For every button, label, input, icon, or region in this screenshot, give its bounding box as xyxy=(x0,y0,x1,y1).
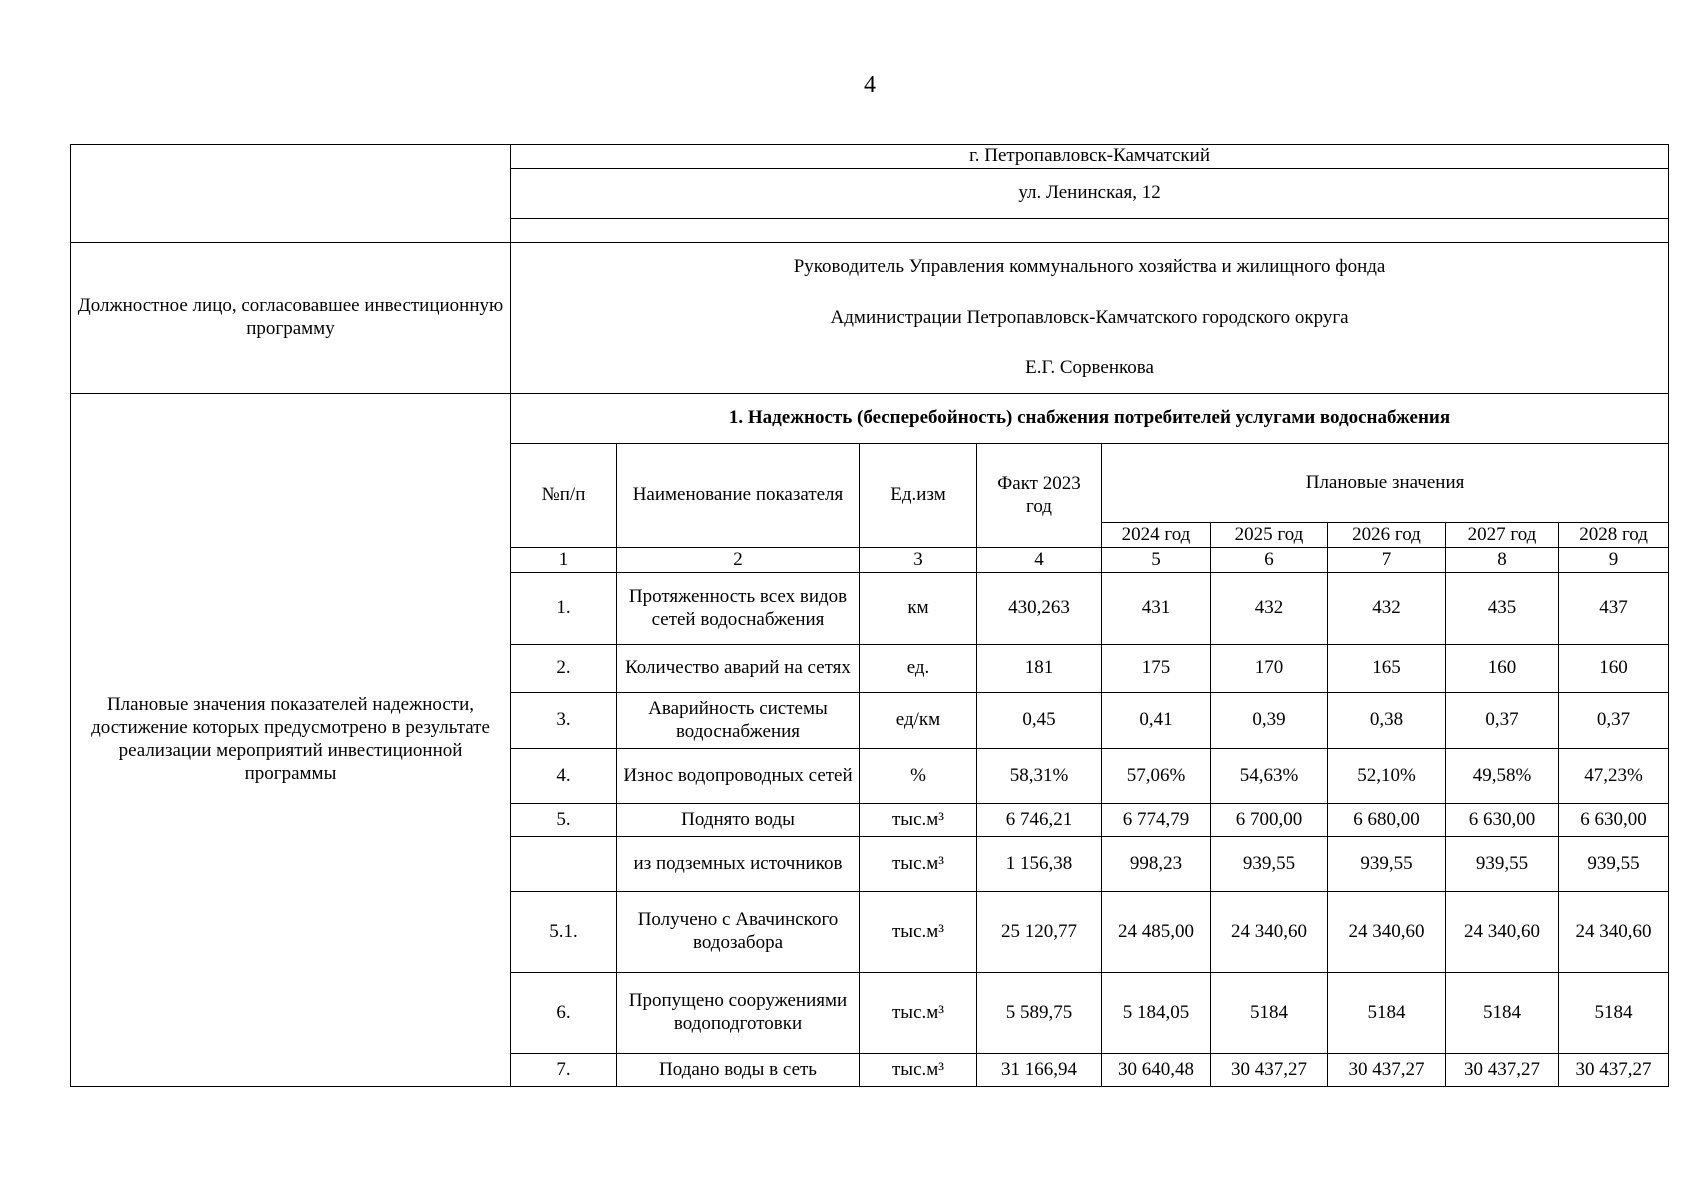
row-value: 30 437,27 xyxy=(1559,1054,1669,1087)
row-value: 432 xyxy=(1211,573,1328,645)
header-year: 2026 год xyxy=(1328,523,1446,548)
official-position-line1: Руководитель Управления коммунального хозяйства и жилищного фонда xyxy=(793,255,1386,277)
column-number: 1 xyxy=(511,548,617,573)
row-name: Аварийность системы водоснабжения xyxy=(617,693,860,749)
header-planned: Плановые значения xyxy=(1102,444,1669,523)
row-value: 0,38 xyxy=(1328,693,1446,749)
row-fact: 25 120,77 xyxy=(977,892,1102,973)
city-cell: г. Петропавловск-Камчатский xyxy=(511,145,1669,169)
row-fact: 6 746,21 xyxy=(977,804,1102,837)
row-fact: 430,263 xyxy=(977,573,1102,645)
row-fact: 5 589,75 xyxy=(977,973,1102,1054)
row-num xyxy=(511,837,617,892)
header-year: 2024 год xyxy=(1102,523,1211,548)
row-value: 30 640,48 xyxy=(1102,1054,1211,1087)
row-value: 0,41 xyxy=(1102,693,1211,749)
row-value: 160 xyxy=(1446,645,1559,693)
location-extra-cell xyxy=(511,219,1669,243)
row-value: 24 340,60 xyxy=(1559,892,1669,973)
page-number: 4 xyxy=(864,72,876,98)
row-unit: км xyxy=(860,573,977,645)
header-year: 2027 год xyxy=(1446,523,1559,548)
row-fact: 181 xyxy=(977,645,1102,693)
row-value: 24 340,60 xyxy=(1328,892,1446,973)
row-value: 998,23 xyxy=(1102,837,1211,892)
row-unit: тыс.м³ xyxy=(860,892,977,973)
location-label-cell xyxy=(71,145,511,243)
row-value: 24 340,60 xyxy=(1446,892,1559,973)
row-value: 165 xyxy=(1328,645,1446,693)
row-unit: тыс.м³ xyxy=(860,1054,977,1087)
row-unit: % xyxy=(860,749,977,804)
row-fact: 1 156,38 xyxy=(977,837,1102,892)
row-num: 5.1. xyxy=(511,892,617,973)
row-unit: ед. xyxy=(860,645,977,693)
column-number: 7 xyxy=(1328,548,1446,573)
header-unit: Ед.изм xyxy=(860,444,977,548)
row-value: 52,10% xyxy=(1328,749,1446,804)
official-label: Должностное лицо, согласовавшее инвестиционную программу xyxy=(71,243,511,394)
column-number: 9 xyxy=(1559,548,1669,573)
row-name: Износ водопроводных сетей xyxy=(617,749,860,804)
row-name: Количество аварий на сетях xyxy=(617,645,860,693)
row-num: 6. xyxy=(511,973,617,1054)
row-value: 5184 xyxy=(1211,973,1328,1054)
row-value: 49,58% xyxy=(1446,749,1559,804)
header-fact: Факт 2023 год xyxy=(977,444,1102,548)
row-num: 5. xyxy=(511,804,617,837)
row-value: 47,23% xyxy=(1559,749,1669,804)
row-value: 939,55 xyxy=(1559,837,1669,892)
header-year: 2025 год xyxy=(1211,523,1328,548)
row-value: 24 340,60 xyxy=(1211,892,1328,973)
row-value: 30 437,27 xyxy=(1446,1054,1559,1087)
row-value: 5184 xyxy=(1328,973,1446,1054)
row-unit: тыс.м³ xyxy=(860,973,977,1054)
row-value: 432 xyxy=(1328,573,1446,645)
row-num: 2. xyxy=(511,645,617,693)
row-value: 54,63% xyxy=(1211,749,1328,804)
row-name: Поднято воды xyxy=(617,804,860,837)
column-number: 3 xyxy=(860,548,977,573)
row-value: 939,55 xyxy=(1446,837,1559,892)
address-cell: ул. Ленинская, 12 xyxy=(511,169,1669,219)
row-value: 6 680,00 xyxy=(1328,804,1446,837)
section-title: 1. Надежность (бесперебойность) снабжения потребителей услугами водоснабжения xyxy=(511,394,1669,444)
row-value: 0,37 xyxy=(1559,693,1669,749)
row-fact: 0,45 xyxy=(977,693,1102,749)
header-name: Наименование показателя xyxy=(617,444,860,548)
official-position-line2: Администрации Петропавловск-Камчатского городского округа xyxy=(830,306,1349,328)
row-value: 5184 xyxy=(1559,973,1669,1054)
row-unit: тыс.м³ xyxy=(860,837,977,892)
column-number: 8 xyxy=(1446,548,1559,573)
row-num: 3. xyxy=(511,693,617,749)
row-value: 24 485,00 xyxy=(1102,892,1211,973)
row-value: 435 xyxy=(1446,573,1559,645)
row-name: Получено с Авачинского водозабора xyxy=(617,892,860,973)
row-value: 431 xyxy=(1102,573,1211,645)
row-value: 0,37 xyxy=(1446,693,1559,749)
row-value: 0,39 xyxy=(1211,693,1328,749)
official-name: Е.Г. Сорвенкова xyxy=(1025,357,1154,379)
row-fact: 31 166,94 xyxy=(977,1054,1102,1087)
row-unit: тыс.м³ xyxy=(860,804,977,837)
row-value: 5184 xyxy=(1446,973,1559,1054)
row-name: Протяженность всех видов сетей водоснабжения xyxy=(617,573,860,645)
header-num: №п/п xyxy=(511,444,617,548)
row-name: Пропущено сооружениями водоподготовки xyxy=(617,973,860,1054)
row-fact: 58,31% xyxy=(977,749,1102,804)
row-value: 437 xyxy=(1559,573,1669,645)
row-value: 57,06% xyxy=(1102,749,1211,804)
row-value: 160 xyxy=(1559,645,1669,693)
row-num: 7. xyxy=(511,1054,617,1087)
row-value: 170 xyxy=(1211,645,1328,693)
column-number: 5 xyxy=(1102,548,1211,573)
row-name: Подано воды в сеть xyxy=(617,1054,860,1087)
row-value: 175 xyxy=(1102,645,1211,693)
column-number: 2 xyxy=(617,548,860,573)
row-num: 4. xyxy=(511,749,617,804)
row-unit: ед/км xyxy=(860,693,977,749)
row-name: из подземных источников xyxy=(617,837,860,892)
row-value: 6 630,00 xyxy=(1446,804,1559,837)
row-value: 5 184,05 xyxy=(1102,973,1211,1054)
row-value: 6 774,79 xyxy=(1102,804,1211,837)
row-value: 30 437,27 xyxy=(1211,1054,1328,1087)
column-number: 4 xyxy=(977,548,1102,573)
plan-label: Плановые значения показателей надежности, достижение которых предусмотрено в результате реализации мероприятий инвестиционной программы xyxy=(71,394,511,1087)
header-year: 2028 год xyxy=(1559,523,1669,548)
column-number: 6 xyxy=(1211,548,1328,573)
official-info xyxy=(511,243,1669,394)
row-value: 939,55 xyxy=(1211,837,1328,892)
investment-program-table xyxy=(70,144,1669,1087)
row-num: 1. xyxy=(511,573,617,645)
row-value: 6 630,00 xyxy=(1559,804,1669,837)
row-value: 939,55 xyxy=(1328,837,1446,892)
row-value: 30 437,27 xyxy=(1328,1054,1446,1087)
row-value: 6 700,00 xyxy=(1211,804,1328,837)
